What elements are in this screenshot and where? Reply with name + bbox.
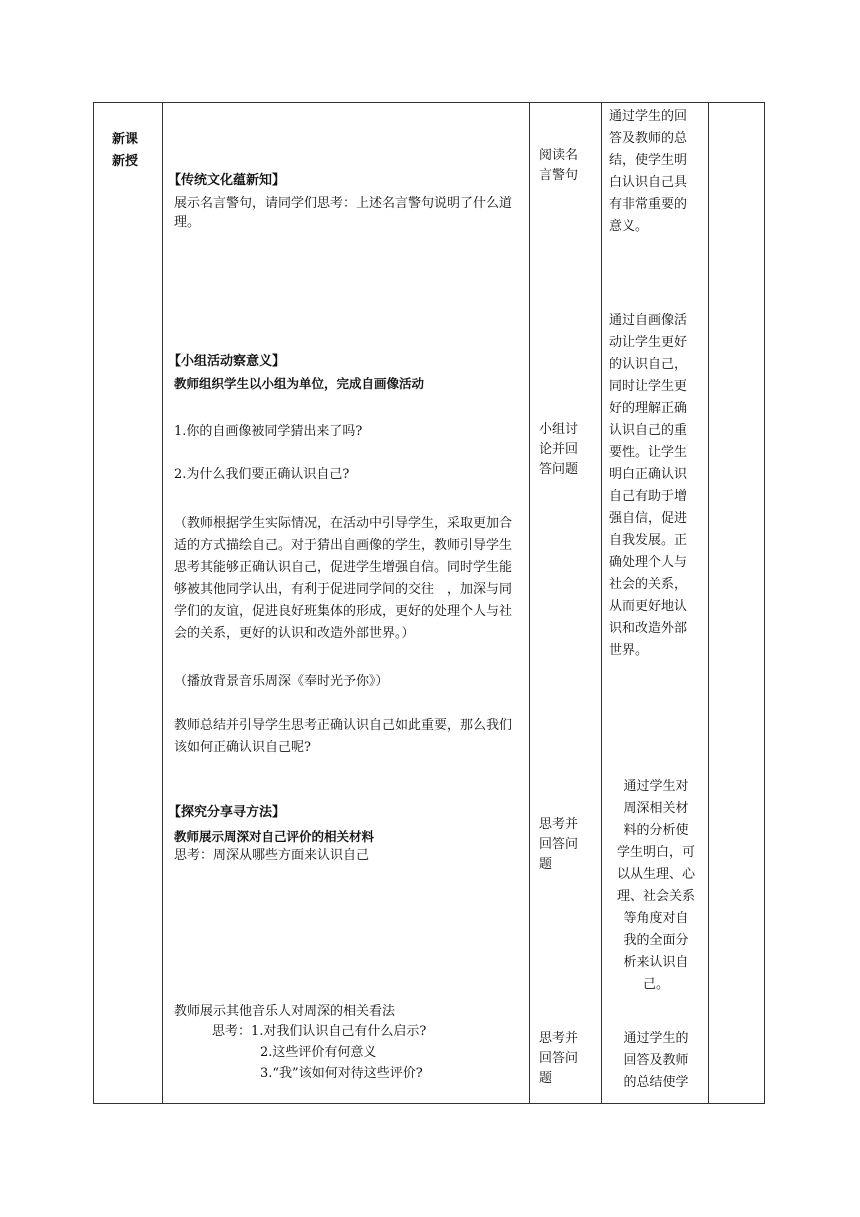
think-question-3: 3.“我”该如何对待这些评价?	[260, 1066, 423, 1081]
design-intent-4: 通过学生的 回答及教师 的总结使学	[623, 1031, 689, 1090]
quote-prompt-text: 展示名言警句，请同学们思考：上述名言警句说明了什么道理。	[174, 196, 513, 230]
zhoushen-material-instruction: 教师展示周深对自己评价的相关材料	[174, 829, 375, 844]
lesson-plan-table	[93, 102, 765, 1104]
background-music-note: （播放背景音乐周深《奉时光予你》）	[174, 674, 389, 689]
heading-traditional-culture: 【传统文化蕴新知】	[168, 173, 286, 188]
think-question-1: 思考：1.对我们认识自己有什么启示?	[212, 1024, 427, 1039]
question-2: 2.为什么我们要正确认识自己?	[174, 467, 350, 482]
question-1: 1.你的自画像被同学猜出来了吗?	[174, 424, 363, 439]
column-divider-4	[708, 103, 709, 1103]
student-activity-read: 阅读名 言警句	[539, 148, 579, 183]
teacher-summary-text: 教师总结并引导学生思考正确认识自己如此重要，那么我们该如何正确认识自己呢?	[174, 718, 513, 755]
student-activity-group: 小组讨 论并回 答问题	[539, 422, 579, 477]
heading-group-activity: 【小组活动察意义】	[168, 354, 286, 369]
column-divider-2	[529, 103, 530, 1103]
design-intent-3: 通过学生对 周深相关材 料的分析使 学生明白，可 以从生理、心 理、社会关系 等角度对自 我的全面分 析来认识自 己。	[616, 779, 695, 992]
design-intent-2: 通过自画像活 动让学生更好 的认识自己， 同时让学生更 好的理解正确 认识自己的重 要性。让学生 明白正确认识 自己有助于增 强自信，促进 自我发展。正 确处理个人与 社会的关系， 从而更好地认 识和改造外部 世界。	[609, 313, 688, 658]
other-musicians-views: 教师展示其他音乐人对周深的相关看法	[174, 1004, 396, 1019]
student-activity-think-2: 思考并 回答问 题	[539, 1031, 579, 1086]
student-activity-think-1: 思考并 回答问 题	[539, 817, 579, 872]
think-question-2: 2.这些评价有何意义	[260, 1045, 377, 1060]
zhoushen-think-question: 思考：周深从哪些方面来认识自己	[174, 848, 370, 863]
column-divider-3	[601, 103, 602, 1103]
teacher-guidance-paragraph: （教师根据学生实际情况，在活动中引导学生，采取更加合适的方式描绘自己。对于猜出自画像的学生，教师引导学生思考其能够正确认识自己，促进学生增强自信。同时学生能够被其他同学认出，有利于促进同学间的交往 ，加深与同学们的友谊，促进良好班集体的形成，更好的处理个人与社会的关系，更好的认识和改造外部世界。）	[174, 516, 513, 641]
section-label: 新课 新授	[112, 132, 139, 169]
column-divider-1	[162, 103, 163, 1103]
group-activity-instruction: 教师组织学生以小组为单位，完成自画像活动	[174, 376, 425, 391]
heading-explore-share: 【探究分享寻方法】	[168, 805, 286, 820]
design-intent-1: 通过学生的回 答及教师的总 结，使学生明 白认识自己具 有非常重要的 意义。	[609, 109, 688, 234]
